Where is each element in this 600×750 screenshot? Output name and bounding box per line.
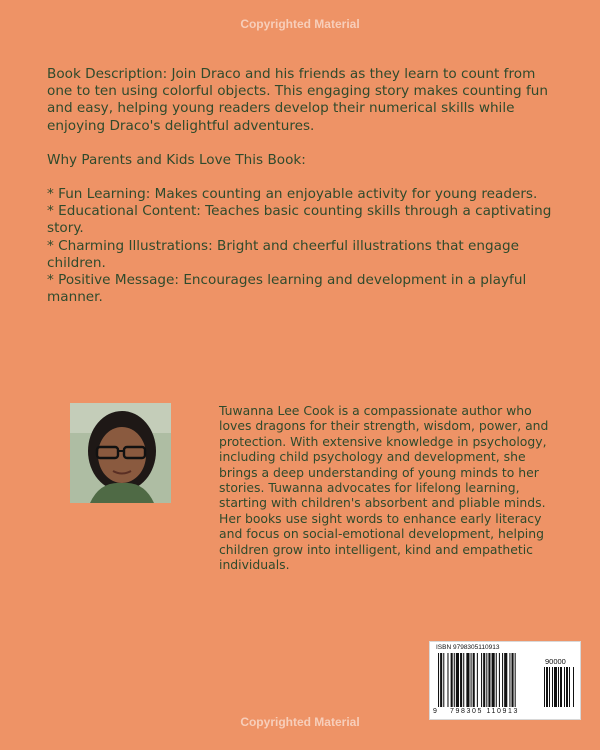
isbn-barcode bbox=[429, 641, 581, 720]
price-code: 90000 bbox=[545, 657, 566, 666]
why-parents-heading: Why Parents and Kids Love This Book: bbox=[47, 151, 306, 168]
author-bio: Tuwanna Lee Cook is a compassionate author who loves dragons for their strength, wisdom, power, and protection. With extensive knowledge in psychology, including child psychology and development, she brings a deep understanding of young minds to her stories. Tuwanna advocates for lifelong learning, starting with children's absorbent and pliable minds. Her books use sight words to enhance early literacy and focus on social-emotional development, helping children grow into intelligent, kind and empathetic individuals. bbox=[219, 403, 549, 573]
bullet-fun-learning: * Fun Learning: Makes counting an enjoyable activity for young readers. bbox=[47, 186, 538, 203]
author-photo bbox=[70, 403, 171, 503]
barcode-leading-digit: 9 bbox=[433, 708, 437, 715]
copyright-watermark-bottom: Copyrighted Material bbox=[240, 715, 360, 729]
isbn-label: ISBN 9798305110913 bbox=[436, 644, 500, 651]
barcode-digits: 798305 110913 bbox=[450, 708, 519, 715]
book-description bbox=[47, 66, 562, 306]
copyright-watermark-top: Copyrighted Material bbox=[240, 17, 360, 31]
author-portrait-image bbox=[70, 403, 171, 503]
bullet-educational-content: * Educational Content: Teaches basic counting skills through a captivating story. bbox=[47, 203, 552, 237]
bullet-charming-illustrations: * Charming Illustrations: Bright and cheerful illustrations that engage children. bbox=[47, 237, 519, 271]
bullet-positive-message: * Positive Message: Encourages learning and development in a playful manner. bbox=[47, 272, 527, 306]
description-paragraph: Book Description: Join Draco and his friends as they learn to count from one to ten using colorful objects. This engaging story makes counting fun and easy, helping young readers develop their numerical skills while enjoying Draco's delightful adventures. bbox=[47, 66, 548, 134]
